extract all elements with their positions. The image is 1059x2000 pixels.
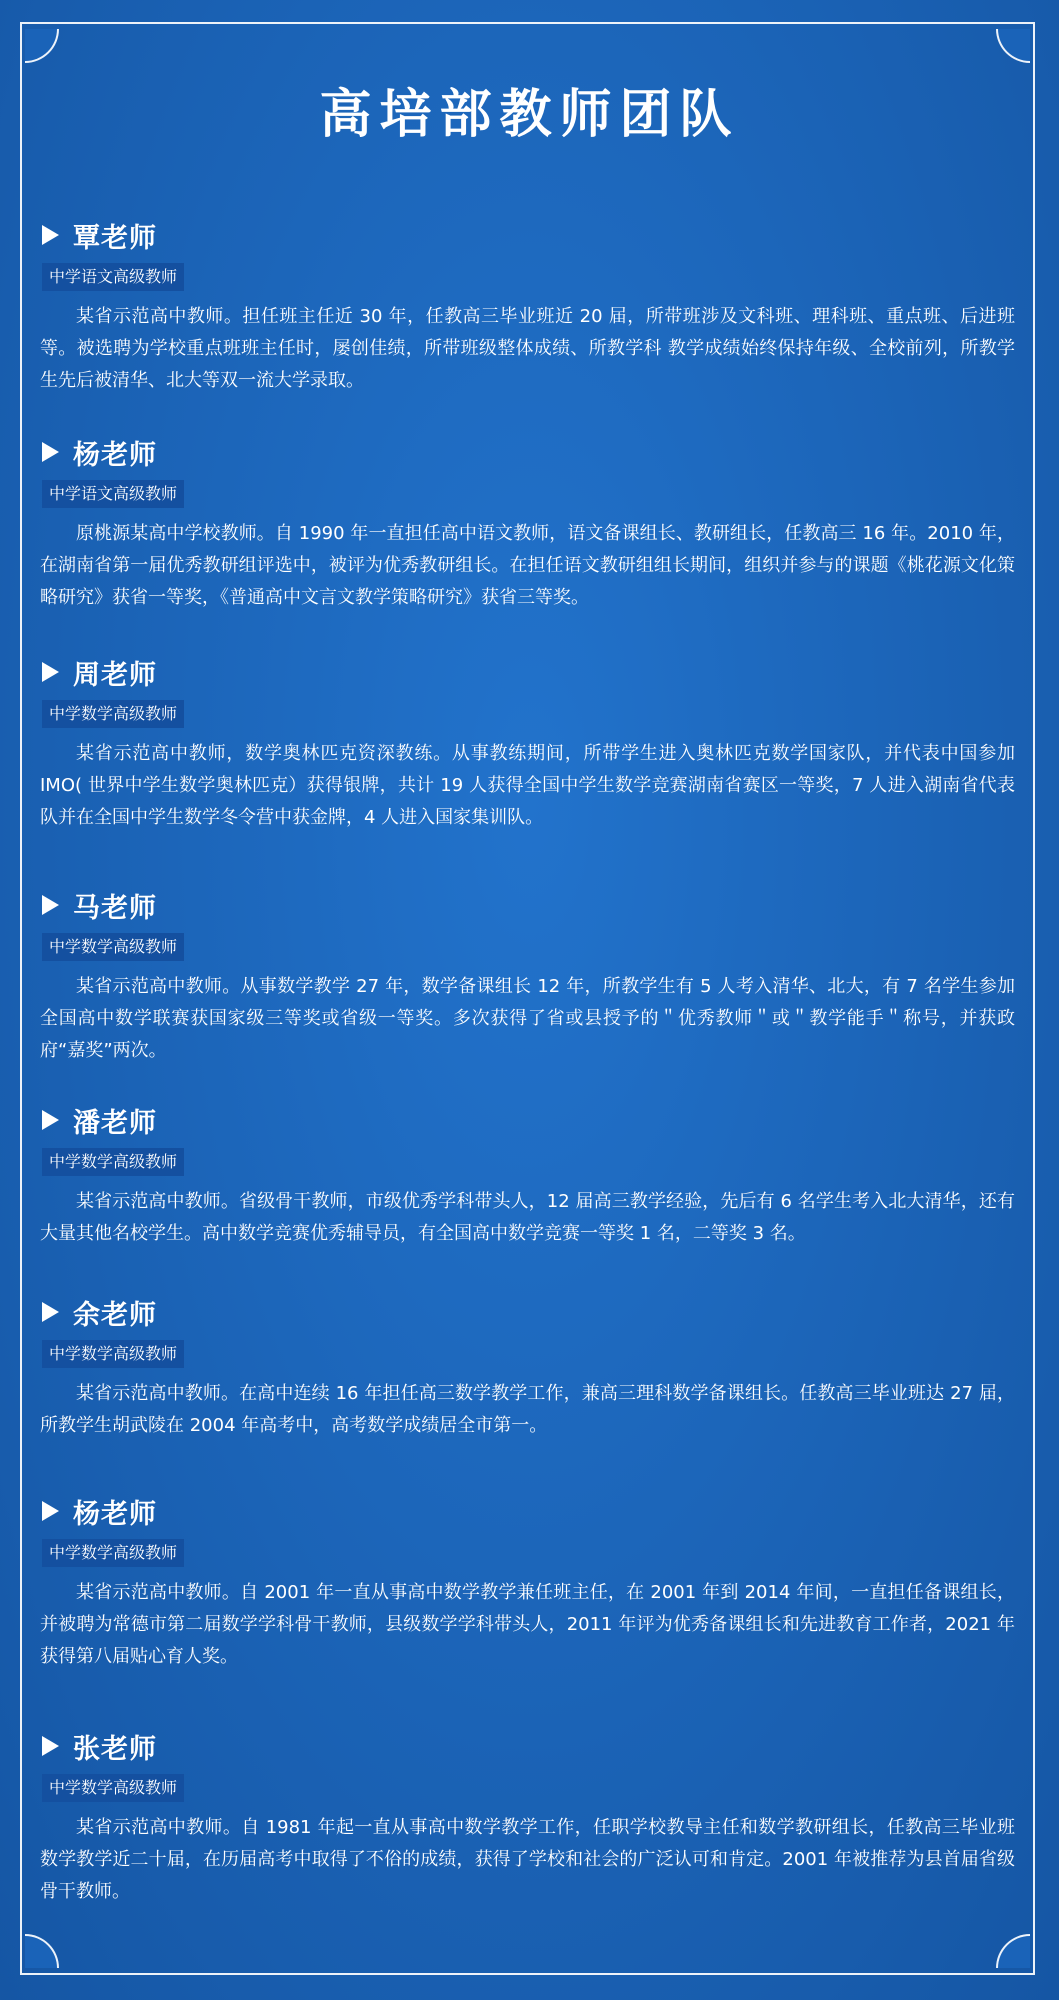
teacher-name: 张老师	[73, 1733, 157, 1765]
frame-corner	[996, 29, 1030, 63]
teacher-description: 某省示范高中教师。自 2001 年一直从事高中数学教学兼任班主任，在 2001 年到 2014 年间，一直担任备课组长，并被聘为常德市第二届数学学科骨干教师，县级数学学科带头人，2011 年评为优秀备课组长和先进教育工作者，2021 年获得第八届贴心育人奖。	[40, 1582, 1015, 1667]
teacher-description: 某省示范高中教师。在高中连续 16 年担任高三数学教学工作，兼高三理科数学备课组长。任教高三毕业班达 27 届，所教学生胡武陵在 2004 年高考中，高考数学成绩居全市第一。	[40, 1383, 1015, 1436]
teacher-name: 杨老师	[73, 439, 157, 471]
triangle-bullet-icon	[42, 225, 59, 245]
teacher-description: 某省示范高中教师。省级骨干教师，市级优秀学科带头人，12 届高三教学经验，先后有 6 名学生考入北大清华，还有大量其他名校学生。高中数学竞赛优秀辅导员，有全国高中数学竞赛一等奖 1 名，二等奖 3 名。	[40, 1191, 1015, 1244]
teacher-title-badge: 中学数学高级教师	[42, 1148, 184, 1176]
teacher-title-badge: 中学数学高级教师	[42, 1340, 184, 1368]
teacher-description: 原桃源某高中学校教师。自 1990 年一直担任高中语文教师，语文备课组长、教研组长，任教高三 16 年。2010 年，在湖南省第一届优秀教研组评选中，被评为优秀教研组长。在担任语文教研组组长期间，组织并参与的课题《桃花源文化策略研究》获省一等奖，《普通高中文言文教学策略研究》获省三等奖。	[40, 523, 1015, 608]
page-title: 高培部教师团队	[319, 85, 740, 145]
triangle-bullet-icon	[42, 1501, 59, 1521]
triangle-bullet-icon	[42, 442, 59, 462]
teacher-card	[40, 652, 1025, 834]
triangle-bullet-icon	[42, 895, 59, 915]
teacher-name: 覃老师	[73, 222, 157, 254]
triangle-bullet-icon	[42, 1736, 59, 1756]
teacher-description: 某省示范高中教师。自 1981 年起一直从事高中数学教学工作，任职学校教导主任和数学教研组长，任教高三毕业班数学教学近二十届，在历届高考中取得了不俗的成绩，获得了学校和社会的广泛认可和肯定。2001 年被推荐为县首届省级骨干教师。	[40, 1817, 1015, 1902]
teacher-description: 某省示范高中教师。从事数学教学 27 年，数学备课组长 12 年，所教学生有 5 人考入清华、北大，有 7 名学生参加全国高中数学联赛获国家级三等奖或省级一等奖。多次获得了省或县授予的＂优秀教师＂或＂教学能手＂称号，并获政府“嘉奖”两次。	[40, 976, 1015, 1061]
teacher-card	[40, 885, 1025, 1067]
frame-corner	[25, 29, 59, 63]
teacher-title-badge: 中学语文高级教师	[42, 480, 184, 508]
triangle-bullet-icon	[42, 1110, 59, 1130]
teacher-name: 周老师	[73, 659, 157, 691]
teacher-name: 杨老师	[73, 1498, 157, 1530]
teacher-name: 潘老师	[73, 1107, 157, 1139]
frame-corner	[996, 1934, 1030, 1968]
teacher-title-badge: 中学数学高级教师	[42, 1539, 184, 1567]
teacher-title-badge: 中学数学高级教师	[42, 1774, 184, 1802]
triangle-bullet-icon	[42, 662, 59, 682]
teacher-card	[40, 1292, 1025, 1442]
teacher-title-badge: 中学数学高级教师	[42, 933, 184, 961]
teacher-card	[40, 1100, 1025, 1250]
teacher-card	[40, 215, 1025, 397]
teacher-name: 马老师	[73, 892, 157, 924]
teacher-description: 某省示范高中教师。担任班主任近 30 年，任教高三毕业班近 20 届，所带班涉及文科班、理科班、重点班、后进班等。被选聘为学校重点班班主任时，屡创佳绩，所带班级整体成绩、所教学科 教学成绩始终保持年级、全校前列，所教学生先后被清华、北大等双一流大学录取。	[40, 306, 1015, 391]
triangle-bullet-icon	[42, 1302, 59, 1322]
teacher-description: 某省示范高中教师，数学奥林匹克资深教练。从事教练期间，所带学生进入奥林匹克数学国家队，并代表中国参加 IMO( 世界中学生数学奥林匹克）获得银牌，共计 19 人获得全国中学生数学竞赛湖南省赛区一等奖，7 人进入湖南省代表队并在全国中学生数学冬令营中获金牌，4 人进入国家集训队。	[40, 743, 1015, 828]
teacher-card	[40, 1491, 1025, 1673]
teacher-card	[40, 1726, 1025, 1908]
teacher-title-badge: 中学数学高级教师	[42, 700, 184, 728]
teacher-card	[40, 432, 1025, 614]
teacher-title-badge: 中学语文高级教师	[42, 263, 184, 291]
teacher-name: 余老师	[73, 1299, 157, 1331]
frame-corner	[25, 1934, 59, 1968]
